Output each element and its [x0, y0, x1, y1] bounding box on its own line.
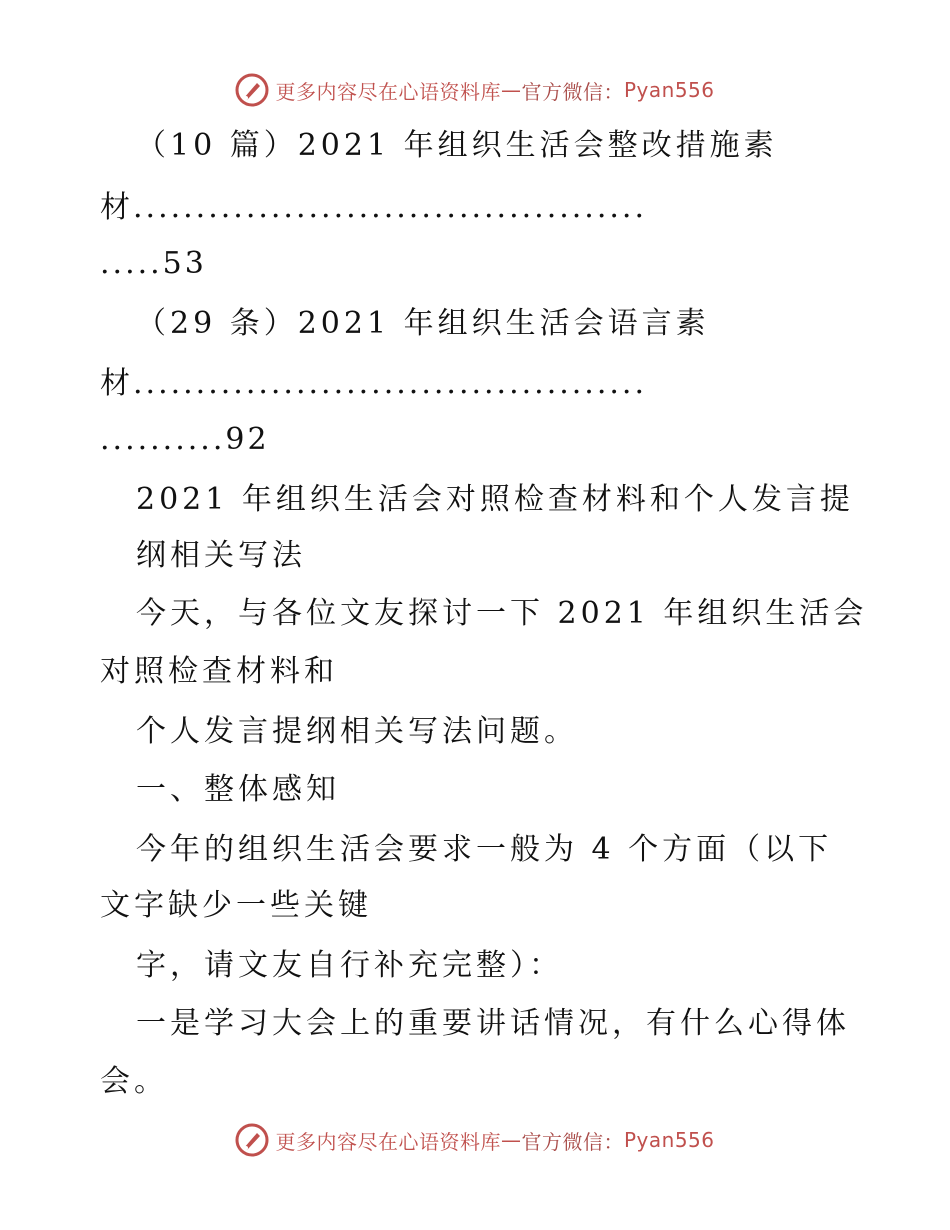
pen-logo-icon — [235, 73, 269, 107]
paragraph-1-line-3: 个人发言提纲相关写法问题。 — [136, 714, 578, 749]
wechat-label: 官方微信： — [521, 1129, 624, 1154]
wechat-id: Pyan556 — [623, 78, 715, 102]
paragraph-1-line-2: 对照检查材料和 — [100, 654, 338, 689]
toc-line-1-dots: 材......................................... — [100, 190, 647, 225]
paragraph-3-line-2: 会。 — [100, 1064, 168, 1099]
wechat-label: 官方微信： — [521, 79, 624, 104]
paragraph-2-line-2: 文字缺少一些关键 — [100, 888, 372, 923]
toc-line-1-page: .....53 — [100, 246, 207, 281]
toc-line-1: （10 篇）2021 年组织生活会整改措施素 — [136, 128, 778, 163]
wechat-id: Pyan556 — [623, 1128, 715, 1152]
banner-text: 更多内容尽在心语资料库 — [275, 1129, 501, 1154]
paragraph-2-line-1: 今年的组织生活会要求一般为 4 个方面（以下 — [136, 832, 833, 867]
banner-separator: — — [500, 1128, 522, 1152]
paragraph-1-line-1: 今天，与各位文友探讨一下 2021 年组织生活会 — [136, 596, 868, 631]
toc-line-2-dots: 材......................................... — [100, 366, 647, 401]
toc-line-2-page: ..........92 — [100, 422, 270, 457]
heading-line-2: 纲相关写法 — [136, 538, 306, 573]
header-watermark — [0, 68, 950, 112]
heading-line-1: 2021 年组织生活会对照检查材料和个人发言提 — [136, 482, 854, 517]
banner-text: 更多内容尽在心语资料库 — [275, 79, 501, 104]
pen-logo-icon — [235, 1123, 269, 1157]
section-heading: 一、整体感知 — [136, 772, 340, 807]
paragraph-3-line-1: 一是学习大会上的重要讲话情况，有什么心得体 — [136, 1006, 850, 1041]
banner-separator: — — [500, 78, 522, 102]
footer-watermark — [0, 1118, 950, 1162]
paragraph-2-line-3: 字，请文友自行补充完整）： — [136, 948, 563, 983]
toc-line-2: （29 条）2021 年组织生活会语言素 — [136, 306, 710, 341]
